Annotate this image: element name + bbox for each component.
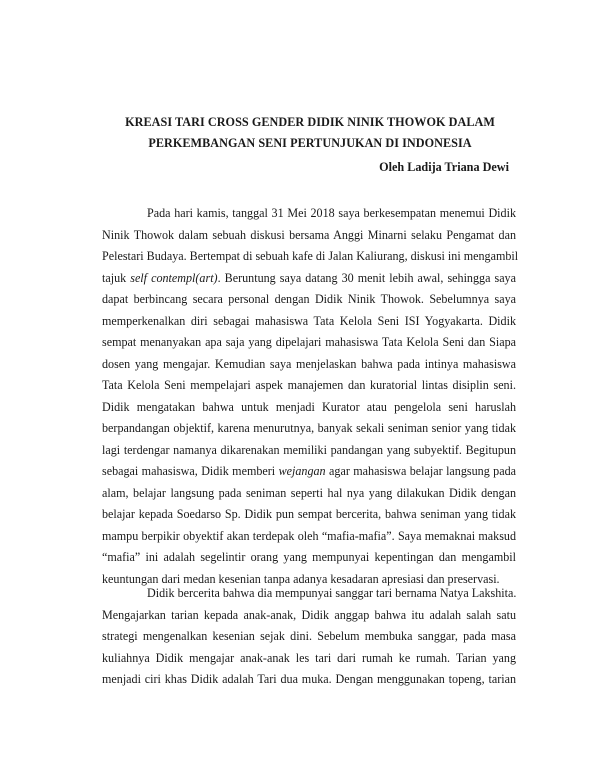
paragraph-line: alam, belajar langsung pada seniman seperti hal nya yang dilakukan Didik dengan [102, 485, 516, 500]
paragraph-line: Didik bercerita bahwa dia mempunyai sanggar tari bernama Natya Lakshita. [147, 586, 517, 600]
italic-term: wejangan [278, 464, 326, 478]
paragraph-2 [102, 583, 516, 691]
paragraph-line: Pada hari kamis, tanggal 31 Mei 2018 saya berkesempatan menemui Didik [147, 206, 516, 220]
paragraph-line: strategi mengenalkan kesenian sejak dini. Sebelum membuka sanggar, pada masa [102, 629, 516, 643]
paragraph-line: dapat berbincang secara personal dengan Didik Ninik Thowok. Sebelumnya saya [102, 292, 516, 306]
paragraph-line: belajar kepada Soedarso Sp. Didik pun sempat bercerita, bahwa seniman yang tidak [102, 507, 516, 521]
paragraph-line: Pelestari Budaya. Bertempat di sebuah kafe di Jalan Kaliurang, diskusi ini mengambil [102, 249, 519, 263]
text-run: sebagai mahasiswa, Didik memberi [102, 464, 279, 478]
paragraph-line: Tata Kelola Seni mempelajari aspek manajemen dan kuratorial lintas disiplin seni. [102, 378, 516, 392]
paragraph-line: Didik mengatakan bahwa untuk menjadi Kurator atau pengelola seni haruslah [102, 399, 516, 414]
paragraph-line: sempat menanyakan apa saja yang dipelajari mahasiswa Tata Kelola Seni dan Siapa [102, 335, 516, 349]
text-run: agar mahasiswa belajar langsung pada [325, 464, 516, 478]
text-run: tajuk [102, 270, 131, 285]
paragraph-line: lagi terdengar namanya dikarenakan memiliki pandangan yang subyektif. Begitupun [102, 442, 516, 457]
paragraph-line: Ninik Thowok dalam sebuah diskusi bersama Anggi Minarni selaku Pengamat dan [102, 227, 516, 242]
paragraph-line [102, 268, 516, 290]
paragraph-line: keuntungan dari medan kesenian tanpa adanya kesadaran apresiasi dan preservasi. [102, 571, 500, 586]
paragraph-line: dosen yang mengajar. Kemudian saya menjelaskan bahwa pada intinya mahasiswa [102, 356, 516, 371]
document-title [100, 112, 520, 154]
author-byline: Oleh Ladija Triana Dewi [379, 160, 509, 174]
paragraph-line: “mafia” ini adalah segelintir orang yang mempunyai kepentingan dan mengambil [102, 550, 516, 564]
text-run: . Beruntung saya datang 30 menit lebih awal, sehingga saya [217, 270, 516, 285]
paragraph-line: mampu berpikir obyektif akan terdepak oleh “mafia-mafia”. Saya memaknai maksud [102, 528, 516, 543]
paragraph-line: kuliahnya Didik mengajar anak-anak les tari dari rumah ke rumah. Tarian yang [102, 650, 516, 665]
paragraph-line: berpandangan objektif, karena menurutnya, banyak sekali seniman senior yang tidak [102, 421, 516, 435]
title-line-1: KREASI TARI CROSS GENDER DIDIK NINIK THOWOK DALAM [125, 115, 495, 129]
paragraph-line: memperkenalkan diri sebagai mahasiswa Tata Kelola Seni ISI Yogyakarta. Didik [102, 313, 516, 328]
paragraph-line: Mengajarkan tarian kepada anak-anak, Didik anggap bahwa itu adalah salah satu [102, 607, 516, 622]
italic-term: self contempl(art) [130, 270, 218, 285]
paragraph-line [102, 461, 516, 483]
paragraph-line: menjadi ciri khas Didik adalah Tari dua muka. Dengan menggunakan topeng, tarian [102, 672, 516, 686]
paragraph-1 [102, 203, 519, 590]
title-line-2: PERKEMBANGAN SENI PERTUNJUKAN DI INDONESIA [148, 136, 472, 150]
